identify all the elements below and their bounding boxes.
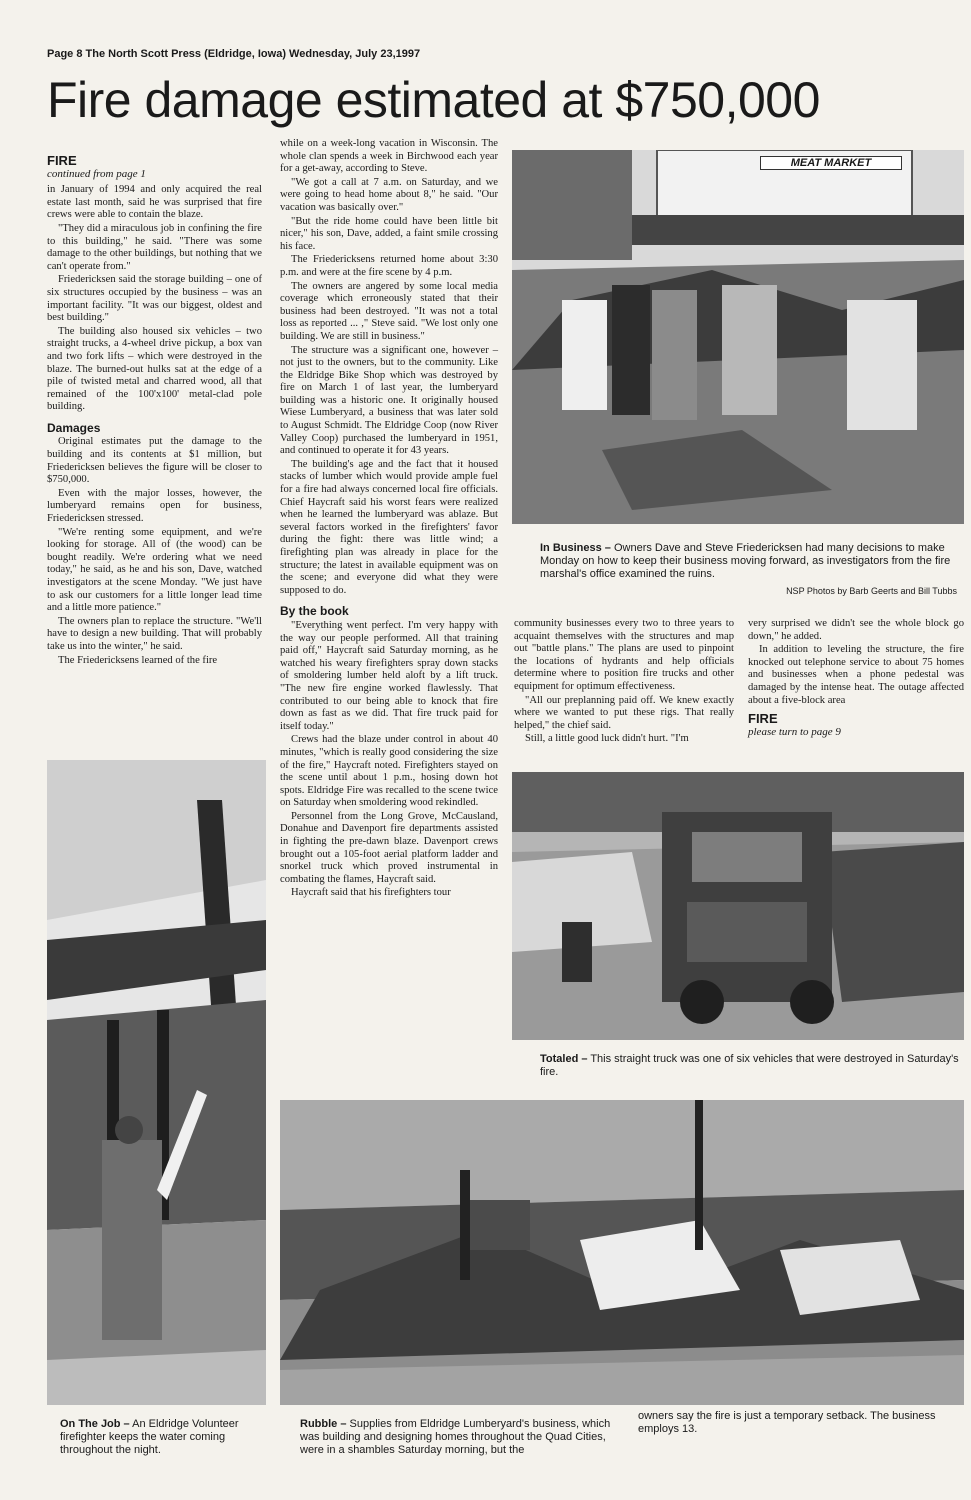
- caption-label: In Business –: [540, 542, 611, 554]
- section-heading-by-the-book: By the book: [280, 604, 349, 619]
- photo-totaled-image: [512, 772, 964, 1040]
- continued-from: continued from page 1: [47, 167, 146, 180]
- paragraph: Original estimates put the damage to the building and its contents at $1 million, but Friedericksen believes the figure will be closer to $750,000.: [47, 436, 262, 486]
- paragraph: very surprised we didn't see the whole block go down," he added.: [748, 618, 964, 642]
- paragraph: "All our preplanning paid off. We knew exactly where we wanted to put these rigs. That really helped," the chief said.: [514, 694, 734, 731]
- turn-to-page: please turn to page 9: [748, 725, 841, 738]
- caption-text: An Eldridge Volunteer firefighter keeps the water coming throughout the night.: [60, 1418, 239, 1456]
- paragraph: while on a week-long vacation in Wisconsin. The whole clan spends a week in Birchwood each year for a get-away, according to Steve.: [280, 138, 498, 175]
- paragraph: "Everything went perfect. I'm very happy with the way our people performed. All that training paid off," Haycraft said Saturday morning, as he watched his weary firefighters spray down stacks of smoldering lumber held aloft by a lift truck. "The new fire engine worked flawlessly. That contributed to our being able to knock that fire down as fast as we did. That fire truck paid for itself today.": [280, 619, 498, 732]
- photo-totaled: [512, 772, 964, 1040]
- paragraph: Friedericksen said the storage building – one of six structures occupied by the business – was an important facility. "It was our biggest, oldest and best building.": [47, 274, 262, 324]
- column-3: [514, 618, 734, 747]
- paragraph: The owners plan to replace the structure. "We'll have to design a new building. That will probably take us into the winter," he said.: [47, 615, 262, 652]
- caption-label: Rubble –: [300, 1418, 347, 1430]
- paragraph: The structure was a significant one, however – not just to the owners, but to the community. Like the Eldridge Bike Shop which was destroyed by fire on March 1 of last year, the lumberyard building was a historic one. It originally housed Wiese Lumberyard, a business that was later sold to August Schmidt. The Eldridge Coop (now River Valley Coop) purchased the lumberyard in 1951, and continued to operate it for 43 years.: [280, 344, 498, 457]
- caption-label: On The Job –: [60, 1418, 130, 1430]
- photo-on-the-job: [47, 760, 266, 1405]
- kicker-fire: FIRE: [47, 153, 77, 168]
- column-1: [47, 155, 262, 668]
- caption-rubble: [300, 1418, 625, 1457]
- paragraph: The building's age and the fact that it housed stacks of lumber which would provide ample fuel for a fire had always concerned local fire officials. Chief Haycraft said his worst fears were realized when he learned the lumberyard was ablaze. But several factors worked in the firefighters' favor during the fight: there was little wind; a firefighting plan was already in place for the structure; the latest in available equipment was on the scene; and everyone did what they were supposed to do.: [280, 458, 498, 596]
- photo-in-business: [512, 150, 964, 524]
- caption-rubble-continued: owners say the fire is just a temporary setback. The business employs 13.: [638, 1410, 936, 1435]
- photo-rubble: [280, 1100, 964, 1405]
- headline: Fire damage estimated at $750,000: [47, 72, 820, 128]
- caption-totaled: [540, 1053, 960, 1079]
- column-4: [748, 618, 964, 742]
- photo-rubble-image: [280, 1100, 964, 1405]
- caption-text: Owners Dave and Steve Friedericksen had many decisions to make Monday on how to keep their business moving forward, as investigators from the fire marshal's office examined the ruins.: [540, 542, 951, 580]
- photo-credit: NSP Photos by Barb Geerts and Bill Tubbs: [786, 586, 957, 596]
- paragraph: "They did a miraculous job in confining the fire to this building," he said. "There was some damage to the other buildings, but nothing that we can't operate from.": [47, 222, 262, 272]
- paragraph: The Friedericksens learned of the fire: [58, 654, 218, 666]
- caption-on-the-job: [60, 1418, 272, 1457]
- paragraph: The owners are angered by some local media coverage which erroneously stated that their business had been destroyed. "It was not a total loss as reported ... ," Steve said. "We lost only one building. We are still in business.": [280, 280, 498, 342]
- meat-market-sign: MEAT MARKET: [760, 156, 902, 170]
- kicker-fire-turn: FIRE: [748, 711, 778, 727]
- paragraph: "But the ride home could have been little bit nicer," his son, Dave, added, a faint smile crossing his face.: [280, 215, 498, 252]
- section-heading-damages: Damages: [47, 420, 101, 435]
- photo-in-business-image: [512, 150, 964, 524]
- paragraph: Crews had the blaze under control in about 40 minutes, "which is really good considering the size of the fire," Haycraft noted. Firefighters stayed on the scene until about 1 p.m., hosing down hot spots. Eldridge Fire was recalled to the scene twice on Saturday when smoldering wood rekindled.: [280, 734, 498, 809]
- paragraph: In addition to leveling the structure, the fire knocked out telephone service to about 75 homes and businesses when a phone pedestal was damaged by the intense heat. The outage affected about a five-block area: [748, 644, 964, 706]
- paragraph: community businesses every two to three years to acquaint themselves with the structures and map out "battle plans." The plans are used to pinpoint the locations of hydrants and help officials determine where to position fire trucks and other equipment for optimum effectiveness.: [514, 618, 734, 692]
- paragraph: Personnel from the Long Grove, McCausland, Donahue and Davenport fire departments assisted in fighting the pre-dawn blaze. Davenport crews brought out a 105-foot aerial platform ladder and snorkel truck which proved instrumental in combating the flames, Haycraft said.: [280, 810, 498, 885]
- caption-text: This straight truck was one of six vehicles that were destroyed in Saturday's fire.: [540, 1053, 959, 1078]
- paragraph: The Friedericksens returned home about 3:30 p.m. and were at the fire scene by 4 p.m.: [280, 254, 498, 278]
- paragraph: Even with the major losses, however, the lumberyard remains open for business, Friedericksen stressed.: [47, 487, 262, 525]
- paragraph: "We're renting some equipment, and we're looking for storage. All of (the wood) can be bought readily. We're ordering what we need today," he said, as he and his son, Dave, watched investigators at the scene Monday. "We just have to ask our customers for a little longer lead time and a little more patience.": [47, 526, 262, 614]
- paragraph: "We got a call at 7 a.m. on Saturday, and we were going to head home about 8," he said. "Our vacation was basically over.": [280, 176, 498, 213]
- page-folio: Page 8 The North Scott Press (Eldridge, Iowa) Wednesday, July 23,1997: [47, 48, 421, 60]
- caption-text: Supplies from Eldridge Lumberyard's business, which was building and designing homes throughout the Quad Cities, were in a shambles Saturday morning, but the: [300, 1418, 611, 1456]
- paragraph: Still, a little good luck didn't hurt. "I'm: [525, 733, 689, 745]
- paragraph: The building also housed six vehicles – two straight trucks, a 4-wheel drive pickup, a box van and two fork lifts – which were destroyed in the blaze. The burned-out hulks sat at the edge of a pile of twisted metal and charred wood, all that remained of the 100'x100' metal-clad pole building.: [47, 325, 262, 413]
- photo-on-the-job-image: [47, 760, 266, 1405]
- caption-label: Totaled –: [540, 1053, 588, 1065]
- column-2: [280, 138, 498, 901]
- paragraph: in January of 1994 and only acquired the real estate last month, said he was surprised that fire crews were able to contain the blaze.: [47, 184, 262, 221]
- paragraph: Haycraft said that his firefighters tour: [291, 887, 451, 899]
- caption-in-business: [540, 542, 960, 581]
